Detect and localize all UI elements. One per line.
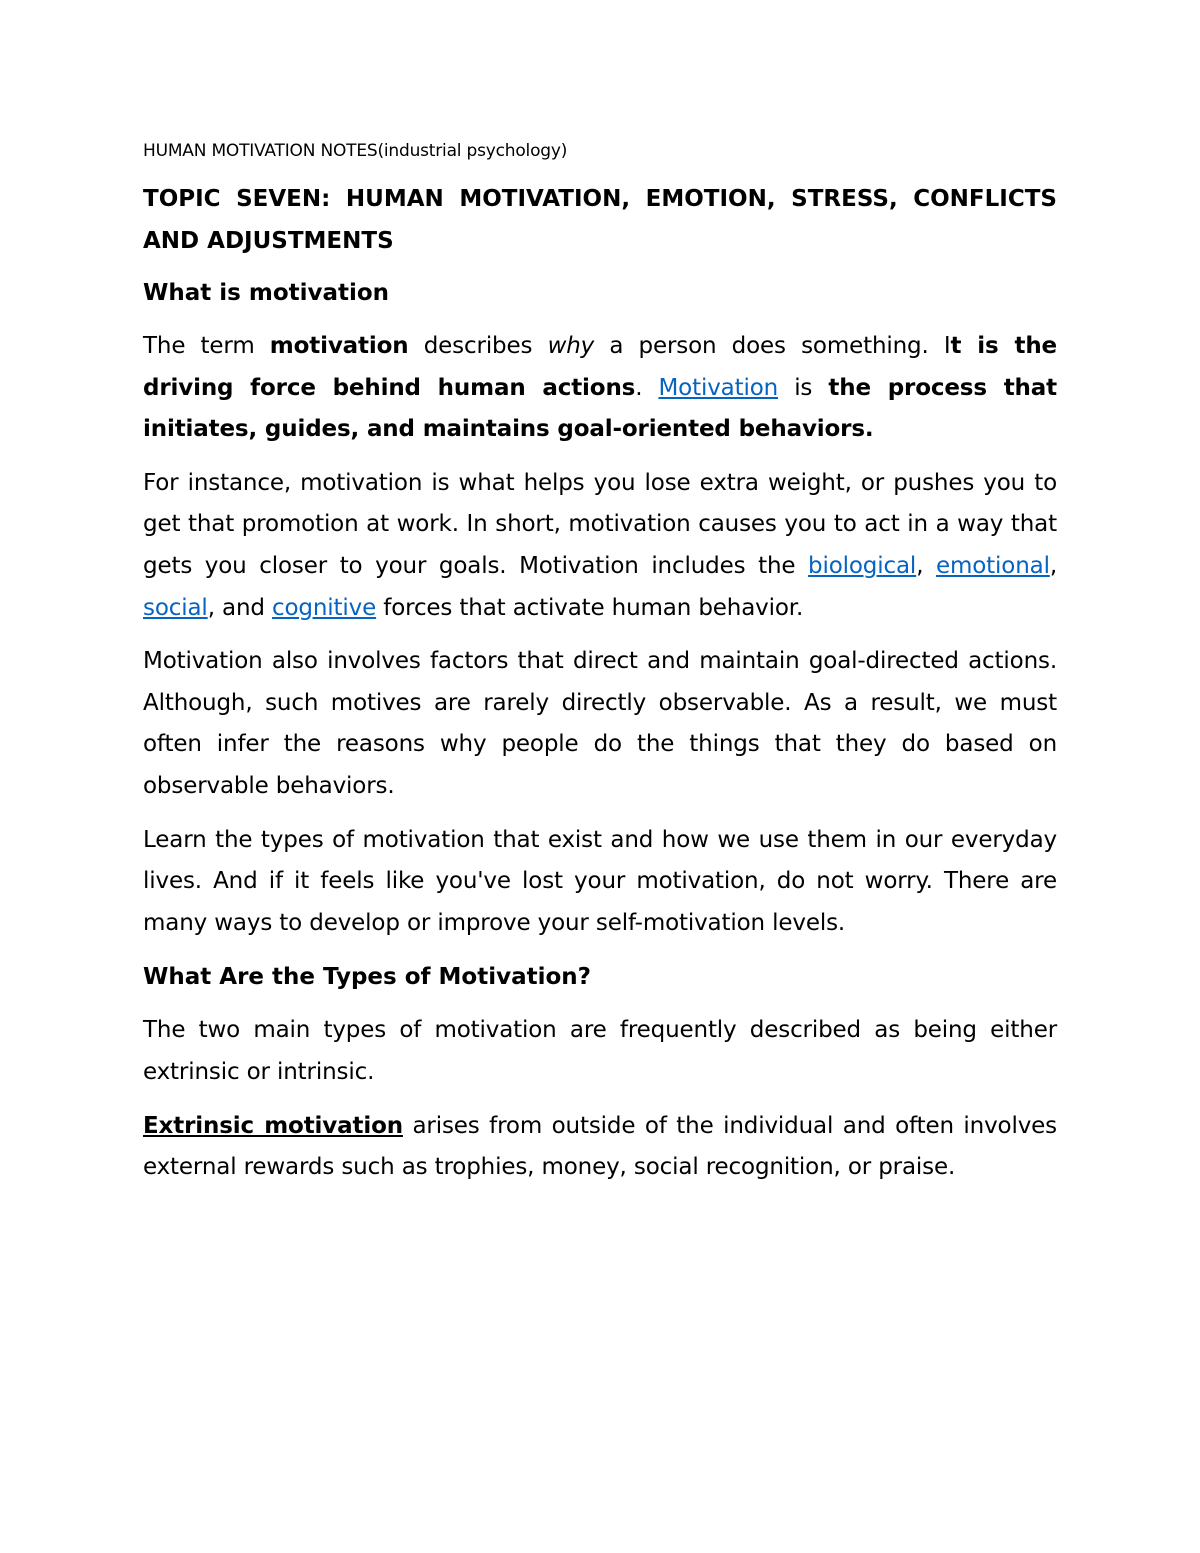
bold-term-motivation: motivation	[269, 333, 409, 359]
text-run: arises from outside of the individual and often involves external rewards such as trophies, money, social recognition, or praise.	[143, 1112, 1057, 1181]
paragraph-extrinsic	[143, 1106, 1057, 1189]
emotional-link[interactable]: emotional	[936, 552, 1050, 579]
text-run: ,	[1049, 552, 1057, 579]
text-run: For instance, motivation is what helps you lose extra weight, or pushes you to get that promotion at work. In short, motivation causes you to act in a way that gets you closer to your goals. Motivation includes the	[143, 469, 1057, 579]
section-heading-types-of-motivation: What Are the Types of Motivation?	[143, 964, 591, 991]
text-run: is	[778, 374, 829, 401]
text-run: .	[635, 374, 659, 401]
cognitive-link[interactable]: cognitive	[272, 594, 377, 621]
text-run: The term	[143, 333, 270, 359]
term-extrinsic-motivation: Extrinsic motivation	[143, 1112, 403, 1139]
bold-driving-force: t is the driving force behind human actions	[143, 333, 1057, 401]
motivation-link[interactable]: Motivation	[658, 374, 779, 401]
header-note: HUMAN MOTIVATION NOTES(industrial psychology)	[143, 141, 568, 161]
paragraph-definition	[143, 326, 1057, 451]
document-page	[143, 138, 1057, 1201]
text-run: ,	[916, 552, 936, 579]
text-run: a person does something. I	[594, 333, 951, 359]
italic-why: why	[547, 333, 595, 359]
paragraph-two-main-types: The two main types of motivation are frequently described as being either extrinsic or intrinsic.	[143, 1017, 1057, 1085]
social-link[interactable]: social	[143, 594, 208, 621]
paragraph-for-instance	[143, 463, 1057, 629]
biological-link[interactable]: biological	[808, 552, 917, 579]
text-run: describes	[408, 333, 548, 359]
paragraph-learn-types: Learn the types of motivation that exist and how we use them in our everyday lives. And if it feels like you've lost your motivation, do not worry. There are many ways to develop or improve your self-motivation levels.	[143, 826, 1057, 936]
paragraph-factors: Motivation also involves factors that direct and maintain goal-directed actions. Although, such motives are rarely directly observable. As a result, we must often infer the reasons why people do the things that they do based on observable behaviors.	[143, 648, 1057, 799]
bold-process-definition: the process that initiates, guides, and maintains goal-oriented behaviors.	[143, 374, 1057, 443]
topic-title: TOPIC SEVEN: HUMAN MOTIVATION, EMOTION, STRESS, CONFLICTS AND ADJUSTMENTS	[143, 186, 1057, 254]
text-run: forces that activate human behavior.	[376, 594, 804, 621]
section-heading-what-is-motivation: What is motivation	[143, 280, 390, 306]
text-run: , and	[207, 594, 272, 621]
